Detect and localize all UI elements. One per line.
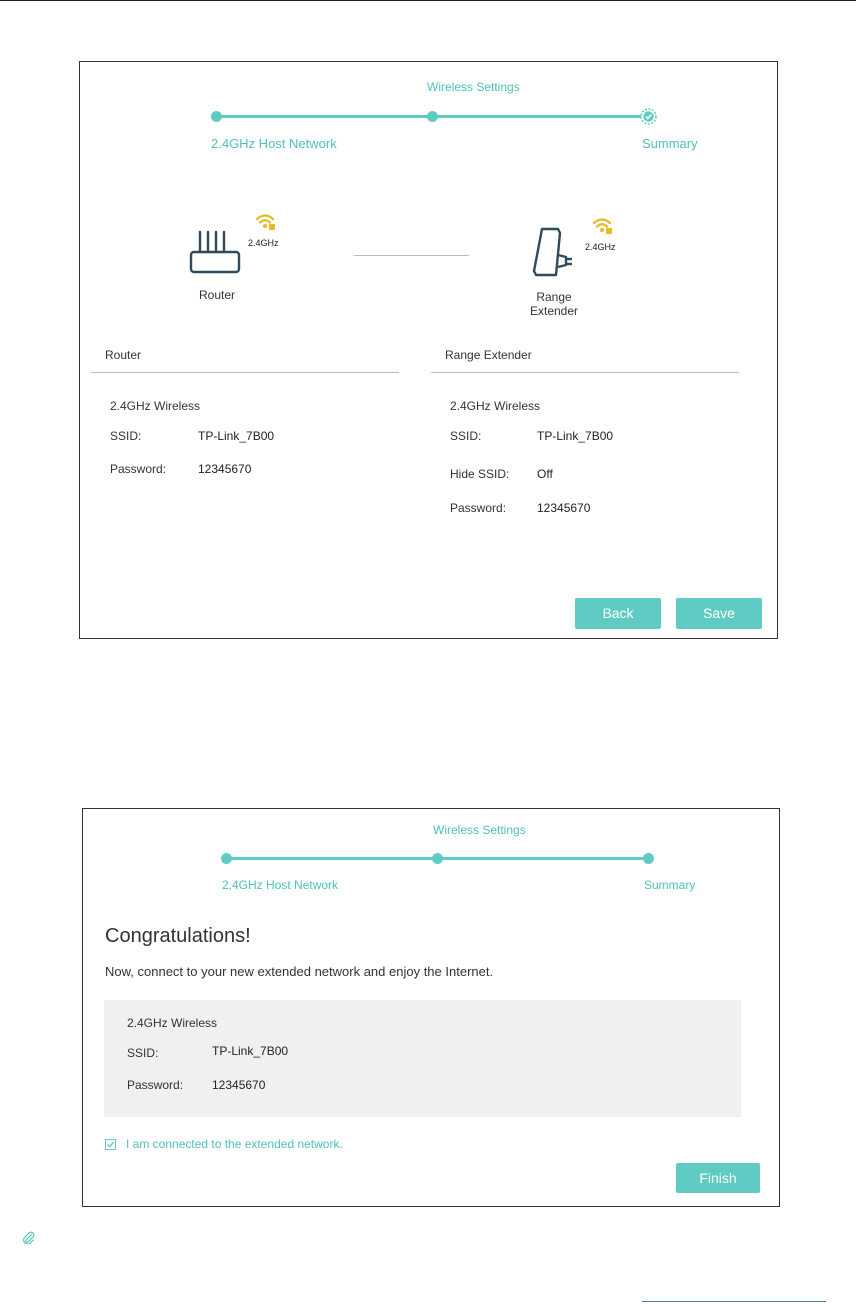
extender-section-rule bbox=[431, 372, 739, 373]
router-section-rule bbox=[91, 372, 399, 373]
connected-checkbox-label[interactable]: I am connected to the extended network. bbox=[126, 1137, 343, 1151]
back-button[interactable]: Back bbox=[575, 598, 661, 629]
step-label-host: 2.4GHz Host Network bbox=[222, 878, 339, 892]
page-top-rule bbox=[0, 0, 856, 1]
connect-message: Now, connect to your new extended network and enjoy the Internet. bbox=[105, 964, 494, 979]
extender-frequency: 2.4GHz bbox=[585, 242, 616, 252]
extender-hide-ssid-value: Off bbox=[537, 467, 553, 481]
step-current-icon bbox=[640, 108, 657, 125]
step-dot-3 bbox=[643, 853, 654, 864]
extender-label-line1: Range bbox=[536, 290, 572, 304]
router-frequency: 2.4GHz bbox=[248, 238, 279, 248]
router-label: Router bbox=[199, 288, 236, 302]
router-password-value: 12345670 bbox=[198, 462, 252, 476]
info-password-value: 12345670 bbox=[212, 1078, 266, 1092]
congratulations-panel bbox=[82, 808, 780, 1207]
extender-label-line2: Extender bbox=[529, 304, 579, 318]
congratulations-heading: Congratulations! bbox=[105, 925, 251, 947]
info-ssid-label: SSID: bbox=[127, 1046, 159, 1060]
step-dot-2 bbox=[432, 853, 443, 864]
router-ssid-value: TP-Link_7B00 bbox=[198, 429, 275, 443]
paperclip-icon bbox=[22, 1231, 35, 1244]
step-dot-1 bbox=[221, 853, 232, 864]
router-section-heading: Router bbox=[105, 348, 142, 362]
step-dot-2 bbox=[427, 111, 438, 122]
extender-ssid-value: TP-Link_7B00 bbox=[537, 429, 614, 443]
extender-band-label: 2.4GHz Wireless bbox=[450, 399, 541, 413]
info-band-label: 2.4GHz Wireless bbox=[127, 1016, 218, 1030]
summary-panel bbox=[79, 61, 778, 639]
wizard-title: Wireless Settings bbox=[433, 823, 526, 837]
range-extender-icon bbox=[528, 225, 580, 281]
extender-section-heading: Range Extender bbox=[445, 348, 532, 362]
connection-line bbox=[354, 255, 469, 256]
router-ssid-label: SSID: bbox=[110, 429, 142, 443]
step-label-summary: Summary bbox=[644, 878, 696, 892]
extender-ssid-label: SSID: bbox=[450, 429, 482, 443]
save-button[interactable]: Save bbox=[676, 598, 762, 629]
info-ssid-value: TP-Link_7B00 bbox=[212, 1044, 289, 1058]
connected-checkbox[interactable] bbox=[105, 1139, 116, 1150]
extender-password-label: Password: bbox=[450, 501, 507, 515]
extender-password-value: 12345670 bbox=[537, 501, 591, 515]
info-password-label: Password: bbox=[127, 1078, 184, 1092]
step-label-summary: Summary bbox=[642, 136, 698, 151]
router-wifi-icon bbox=[255, 213, 277, 231]
step-dot-1 bbox=[211, 111, 222, 122]
step-label-host: 2.4GHz Host Network bbox=[211, 136, 337, 151]
router-icon bbox=[186, 228, 244, 276]
check-icon bbox=[105, 1139, 116, 1150]
extender-hide-ssid-label: Hide SSID: bbox=[450, 467, 510, 481]
extender-label bbox=[510, 290, 598, 318]
wizard-title: Wireless Settings bbox=[427, 80, 520, 94]
network-info-box bbox=[104, 1000, 741, 1117]
finish-button[interactable]: Finish bbox=[676, 1163, 760, 1193]
extender-wifi-icon bbox=[592, 217, 614, 235]
footer-link-rule bbox=[642, 1301, 826, 1302]
router-band-label: 2.4GHz Wireless bbox=[110, 399, 201, 413]
router-password-label: Password: bbox=[110, 462, 167, 476]
